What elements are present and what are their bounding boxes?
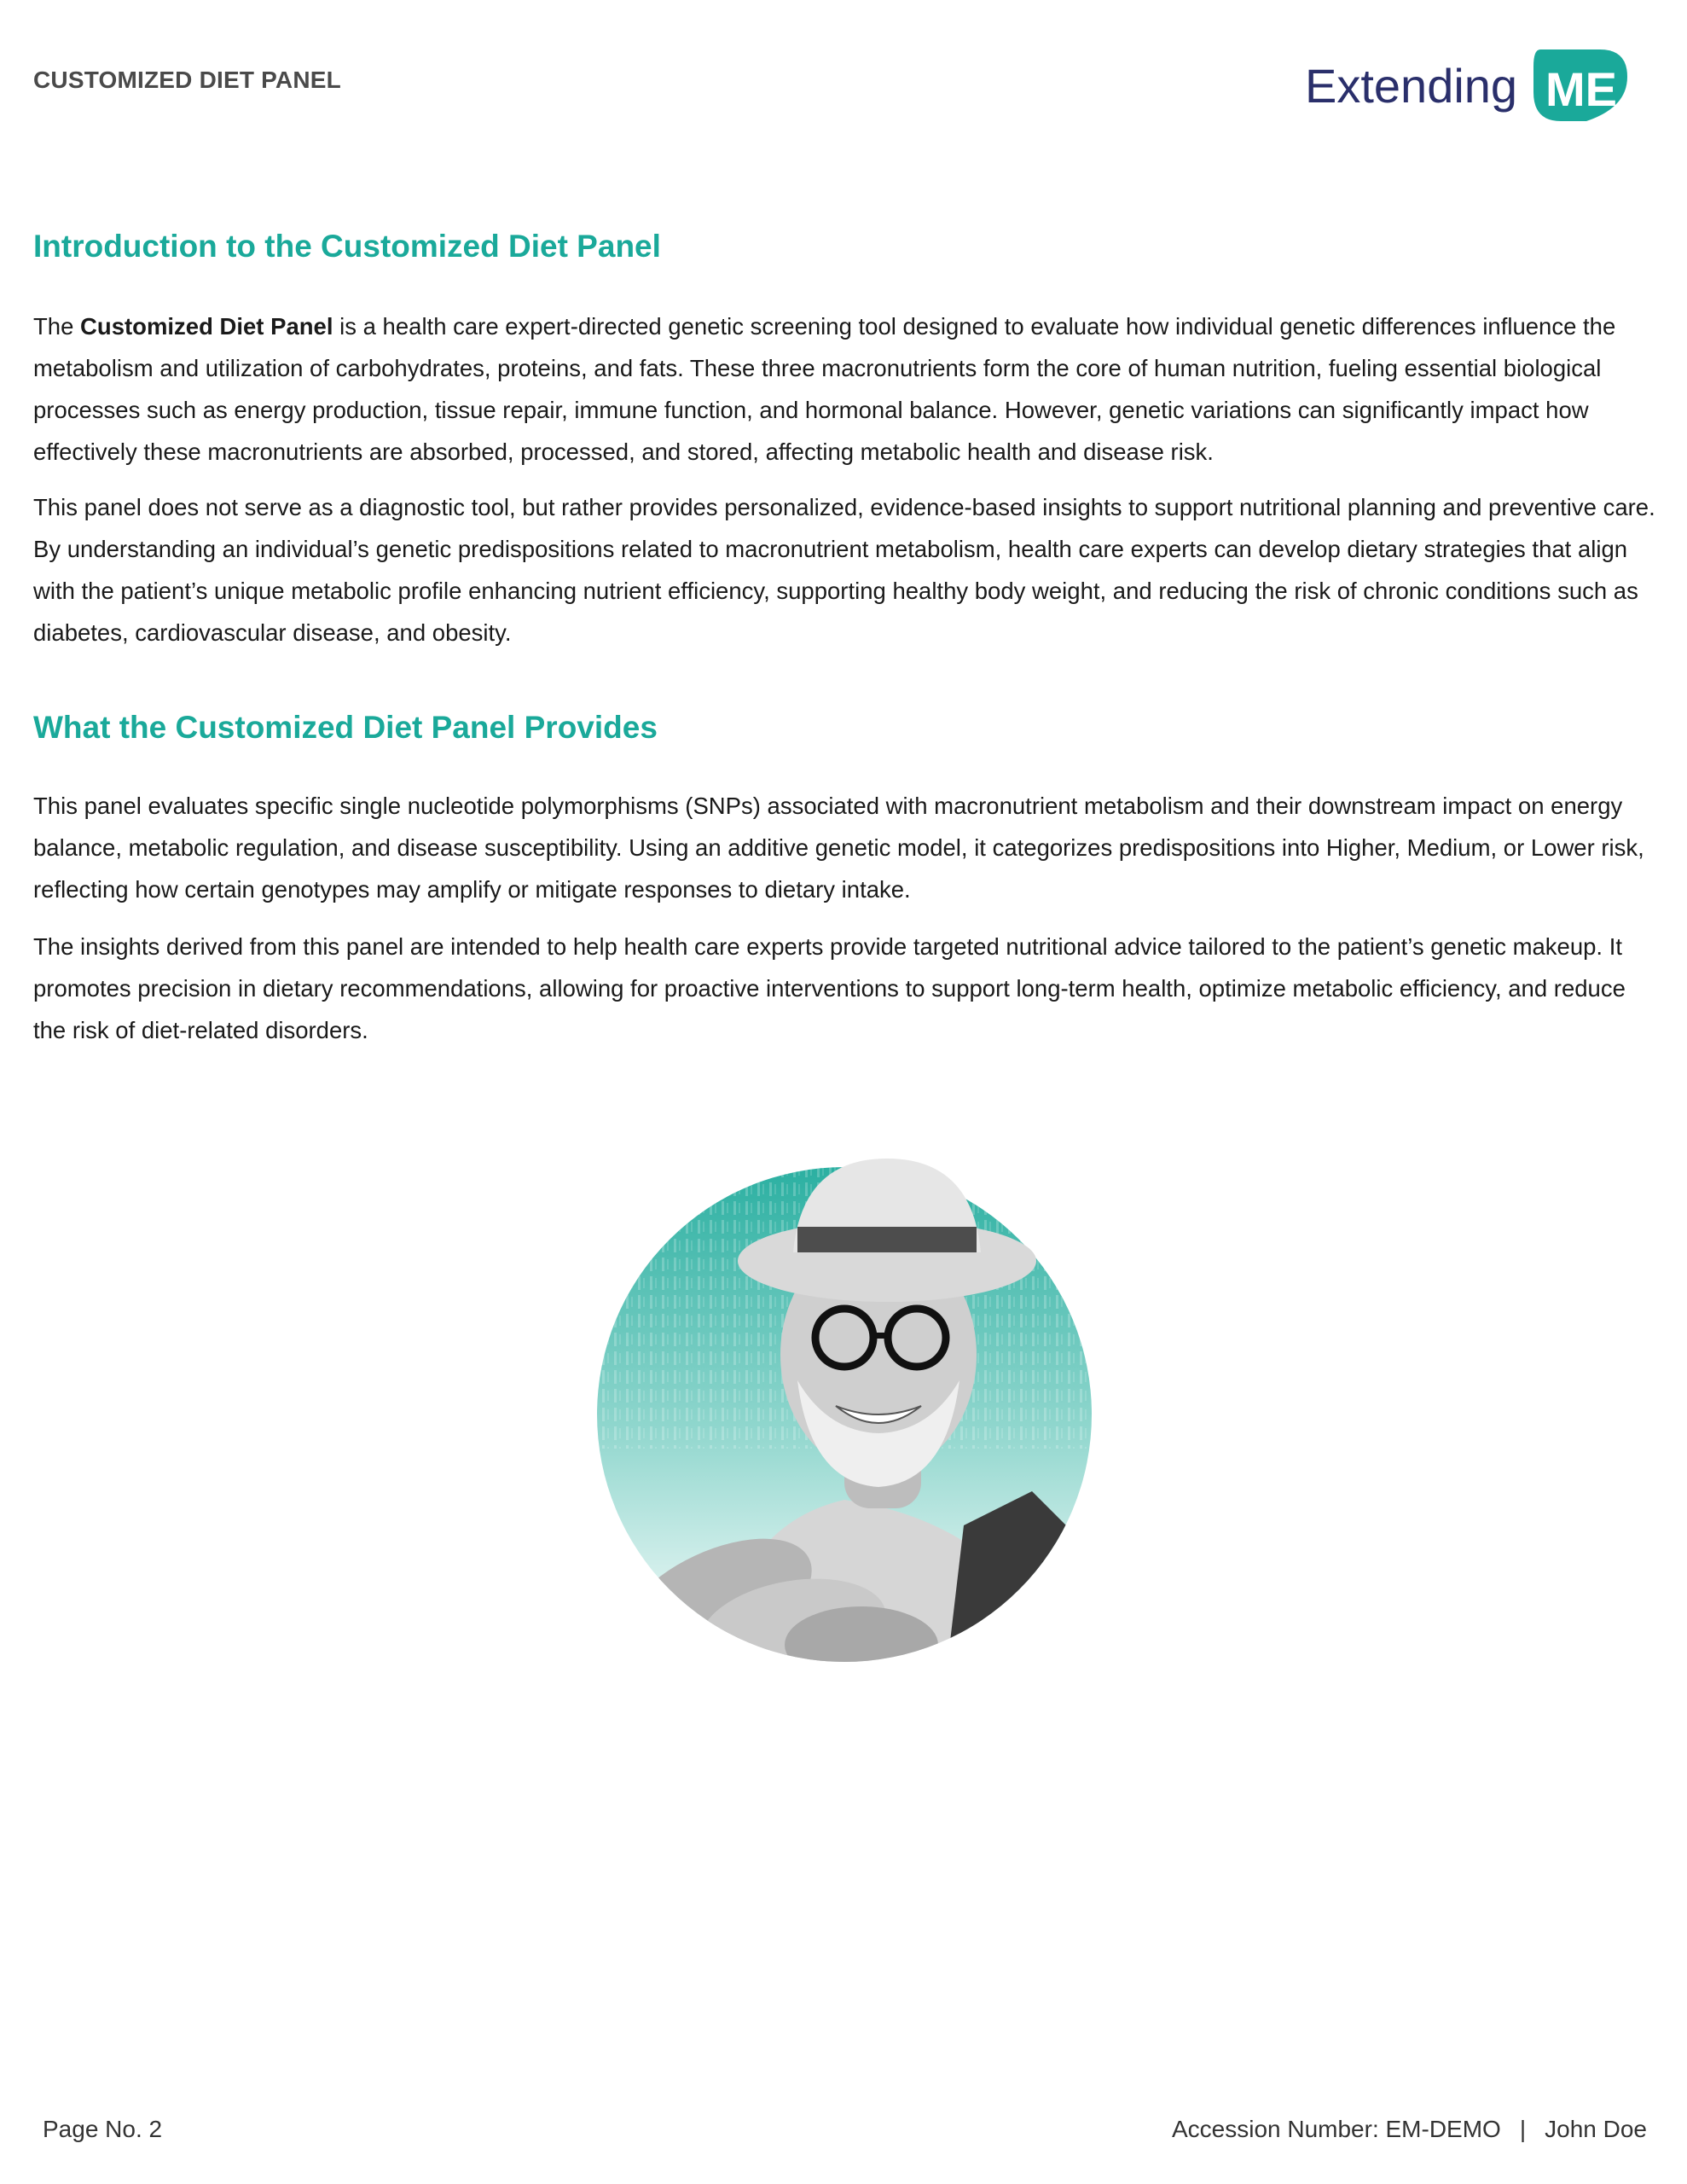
logo-badge: [1533, 49, 1627, 121]
patient-name: John Doe: [1545, 2116, 1647, 2142]
intro-paragraph-1-suffix: is a health care expert-directed genetic screening tool designed to evaluate how individual genetic differences influence the metabolism and utilization of carbohydrates, proteins, and fats. These three macronutrients form the core of human nutrition, fueling essential biological processes such as energy production, tissue repair, immune function, and hormonal balance. However, genetic variations can significantly impact how effectively these macronutrients are absorbed, processed, and stored, affecting metabolic health and disease risk.: [33, 313, 1616, 465]
section-heading-provides: What the Customized Diet Panel Provides: [33, 710, 658, 745]
intro-paragraph-1-bold: Customized Diet Panel: [80, 313, 333, 340]
page-number: Page No. 2: [43, 2116, 163, 2142]
portrait-illustration: [588, 1124, 1100, 1670]
extendingme-logo: [1305, 41, 1629, 126]
footer-patient-info: [1172, 2116, 1647, 2143]
intro-paragraph-1: [33, 305, 1658, 473]
document-header-title: CUSTOMIZED DIET PANEL: [33, 67, 341, 93]
logo-text-main: Extending: [1305, 59, 1518, 113]
intro-paragraph-1-prefix: The: [33, 313, 81, 340]
footer-separator: |: [1519, 2116, 1527, 2142]
provides-paragraph-2: The insights derived from this panel are intended to help health care experts provide targeted nutritional advice tailored to the patient’s genetic makeup. It promotes precision in dietary recommendations, allowing for proactive interventions to support long-term health, optimize metabolic efficiency, and reduce the risk of diet-related disorders.: [33, 933, 1626, 1043]
accession-number: Accession Number: EM-DEMO: [1171, 2116, 1501, 2142]
logo-text-badge: ME: [1545, 62, 1617, 116]
provides-paragraph-1: This panel evaluates specific single nucleotide polymorphisms (SNPs) associated with macronutrient metabolism and their downstream impact on energy balance, metabolic regulation, and disease susceptibility. Using an additive genetic model, it categorizes predispositions into Higher, Medium, or Lower risk, reflecting how certain genotypes may amplify or mitigate responses to dietary intake.: [33, 793, 1644, 903]
intro-paragraph-2: This panel does not serve as a diagnostic tool, but rather provides personalized, evidence-based insights to support nutritional planning and preventive care. By understanding an individual’s genetic predispositions related to macronutrient metabolism, health care experts can develop dietary strategies that align with the patient’s unique metabolic profile enhancing nutrient efficiency, supporting healthy body weight, and reducing the risk of chronic conditions such as diabetes, cardiovascular disease, and obesity.: [33, 494, 1655, 646]
section-heading-introduction: Introduction to the Customized Diet Panel: [33, 229, 661, 264]
